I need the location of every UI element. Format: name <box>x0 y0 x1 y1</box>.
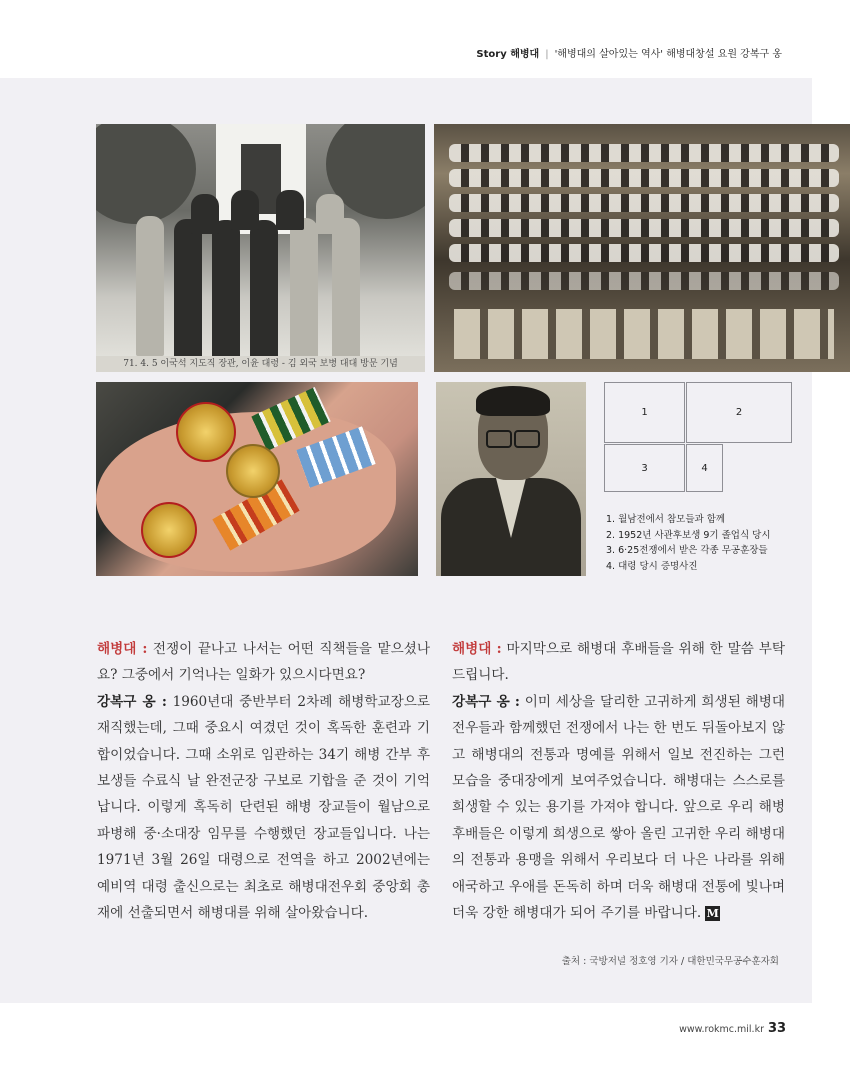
cadet-row <box>449 169 839 187</box>
glasses-icon <box>486 430 512 448</box>
person-figure <box>276 190 304 230</box>
answer-text: 1960년대 중반부터 2차례 해병학교장으로 재직했는데, 그때 중요시 여겼던 것이 혹독한 훈련과 기합이었습니다. 그때 소위로 임관하는 34기 해병 간부 후보생들 수료식 날 완전군장 구보로 기합을 준 것이 기억납니다. 이렇게 혹독히 단련된 해병 장교들이 월남으로 파병해 중·소대장 임무를 수행했던 장교들입니다. 나는 1971년 3월 26일 대령으로 전역을 하고 2002년에는 예비역 대령 출신으로는 최초로 해병대전우회 중앙회 총재에 선출되면서 해병대를 위해 살아왔습니다. <box>97 693 430 922</box>
article-column-right <box>452 636 785 926</box>
answer-paragraph <box>452 689 785 927</box>
person-figure <box>250 220 278 360</box>
caption-item: 1. 월남전에서 참모들과 함께 <box>606 514 726 525</box>
photo-medals <box>96 382 418 576</box>
photo-graduation-1952 <box>434 124 850 372</box>
answer-speaker: 강복구 옹 : <box>452 693 520 710</box>
caption-item: 2. 1952년 사관후보생 9기 졸업식 당시 <box>606 529 771 541</box>
medal-star-icon <box>176 402 236 462</box>
grid-box-1: 1 <box>604 382 685 443</box>
answer-paragraph <box>97 689 430 927</box>
officer-row <box>449 272 839 290</box>
person-figure <box>191 194 219 234</box>
question-text: 마지막으로 해병대 후배들을 위해 한 말씀 부탁드립니다. <box>452 641 785 684</box>
answer-text: 이미 세상을 달리한 고귀하게 희생된 해병대 전우들과 함께했던 전쟁에서 나는 한 번도 뒤돌아보지 않고 해병대의 전통과 명예를 위해서 일보 전진하는 그런 모습을 중대장에게 보여주었습니다. 해병대는 스스로를 희생할 수 있는 용기를 가져야 합니다. 앞으로 우리 해병 후배들은 이렇게 희생으로 쌓아 올린 고귀한 우리 해병대의 전통과 용맹을 위해서 우리보다 더 나은 나라를 위해 애국하고 우애를 돈독히 하며 더욱 해병대 전통에 빛나며 더욱 강한 해병대가 되어 주기를 바랍니다. <box>452 693 785 922</box>
section-name: Story 해병대 <box>476 49 540 60</box>
person-figure <box>174 219 202 359</box>
medal-cross-icon <box>141 502 197 558</box>
person-figure <box>231 190 259 230</box>
person-figure <box>316 194 344 234</box>
medal-round-icon <box>226 444 280 498</box>
cadet-row <box>449 194 839 212</box>
end-mark-icon: M <box>706 907 719 921</box>
person-figure <box>332 218 360 358</box>
question-paragraph <box>452 636 785 689</box>
grid-box-3: 3 <box>604 444 685 492</box>
source-credit: 출처 : 국방저널 정호영 기자 / 대한민국무공수훈자회 <box>561 956 779 967</box>
question-speaker: 해병대 : <box>97 641 148 657</box>
photo-colonel-portrait <box>436 382 586 576</box>
article-column-left <box>97 636 430 926</box>
hair-shape <box>476 386 550 416</box>
answer-speaker: 강복구 옹 : <box>97 693 167 710</box>
footer-url: www.rokmc.mil.kr <box>679 1024 764 1035</box>
question-paragraph <box>97 636 430 689</box>
running-head <box>476 45 782 60</box>
page-number: 33 <box>768 1021 787 1036</box>
grid-box-4: 4 <box>686 444 723 492</box>
person-figure <box>290 218 318 358</box>
person-figure <box>136 216 164 356</box>
photo-inscription: 71. 4. 5 이국석 지도직 장관, 이윤 대령 - 김 외국 보병 대대 방문 기념 <box>96 356 425 372</box>
caption-item: 4. 대령 당시 증명사진 <box>606 560 698 572</box>
person-figure <box>212 220 240 360</box>
cadet-row <box>449 144 839 162</box>
header-separator: | <box>545 49 549 60</box>
question-text: 전쟁이 끝나고 나서는 어떤 직책들을 맡으셨나요? 그중에서 기억나는 일화가 있으시다면요? <box>97 641 430 684</box>
seated-officers <box>454 309 834 359</box>
question-speaker: 해병대 : <box>452 641 502 657</box>
photo-vietnam-staff <box>96 124 425 372</box>
caption-item: 3. 6·25전쟁에서 받은 각종 무공훈장들 <box>606 545 768 556</box>
tree-shape <box>96 124 196 224</box>
glasses-icon <box>514 430 540 448</box>
cadet-row <box>449 219 839 237</box>
series-title: '해병대의 살아있는 역사' 해병대창설 요원 강복구 옹 <box>554 49 782 60</box>
grid-box-2: 2 <box>686 382 792 443</box>
photo-captions <box>606 512 806 574</box>
page-header <box>0 0 850 74</box>
cadet-row <box>449 244 839 262</box>
